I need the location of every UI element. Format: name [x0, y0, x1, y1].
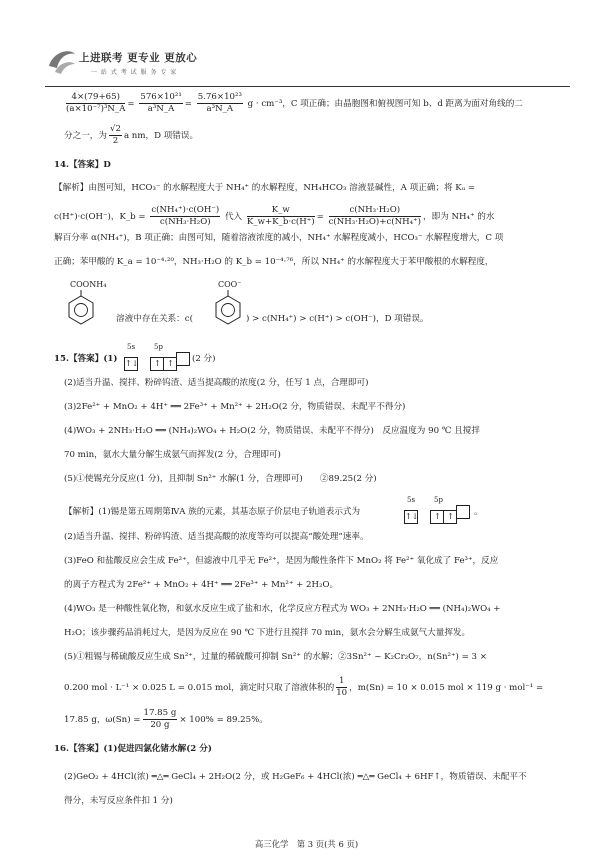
orbital-box: ↑↓ [404, 510, 418, 524]
text-span: g · cm⁻³，C 项正确；由晶胞图和俯视图可知 b、d 距离为面对角线的二 [247, 99, 523, 109]
text-line: (2)适当升温、搅拌、粉碎钨渣、适当提高酸的浓度(2 分，任写 1 点，合理即可) [64, 378, 369, 388]
fraction [336, 676, 347, 699]
fraction [197, 92, 243, 115]
structure-label: COO⁻ [218, 280, 242, 289]
orbital-box [176, 352, 190, 366]
text-line: c(H⁺)·c(OH⁻)，K_b = $\frac{\text{c(NH₄⁺)·c(OH⁻)}}{\text{c(NH₃·H₂O)}}$ 代入 $\frac{K\_w}{K\_w+K\_b\cdot c(H^+)}$ = $\frac{\text{c(NH₃·H₂O)}}{\text{c(NH₃·H₂O)+c(NH₄⁺)}}$ ，即为 NH₄⁺ 的水 [54, 205, 495, 227]
text-span: × 100% = 89.25%。 [179, 715, 268, 725]
text-span: 溶液中存在关系：c( [116, 314, 193, 324]
fraction-numerator: c(NH₃·H₂O) [329, 205, 421, 217]
fraction-denominator: (a×10⁻⁷)³N_A [66, 104, 126, 114]
text-span: 17.85 g，ω(Sn) = [64, 715, 141, 725]
fraction-denominator: 20 g [150, 720, 170, 730]
orbital-box: ↑ [430, 510, 444, 524]
text-span: 分之一，为 [64, 131, 107, 141]
text-line: (5)①使锡充分反应(1 分)，且抑制 Sn²⁺ 水解(1 分，合理即可) ②89.25(2 分) [64, 474, 377, 484]
fraction-numerator: 1 [336, 676, 347, 688]
text-line: 【解析】(1)锡是第五周期第ⅣA 族的元素，其基态原子价层电子轨道表示式为 [64, 507, 361, 517]
fraction-numerator: 576×10²¹ [140, 92, 182, 102]
text-line: (4)WO₃ + 2NH₃·H₂O ══ (NH₄)₂WO₄ + H₂O(2 分，物质错误、未配平不得分) 反应温度为 90 ℃ 且搅拌 [64, 426, 480, 436]
fraction-numerator: 4×(79+65) [66, 92, 125, 104]
text-line: (2 分) [192, 354, 216, 364]
fraction [109, 124, 122, 147]
answer-heading: 16.【答案】(1)促进四氯化锗水解(2 分) [54, 744, 212, 754]
fraction-denominator: a³N_A [147, 104, 175, 114]
text-line: (2)适当升温、搅拌、粉碎钨渣、适当提高酸的浓度等均可以提高“酸处理”速率。 [64, 532, 369, 542]
text-line: (5)①粗锡与稀硫酸反应生成 Sn²⁺，过量的稀硫酸可抑制 Sn²⁺ 的水解；②3Sn²⁺ ~ K₂Cr₂O₇，n(Sn²⁺) = 3 × [64, 652, 487, 662]
text-line: 【解析】由图可知，HCO₃⁻ 的水解程度大于 NH₄⁺ 的水解程度，NH₄HCO₃ 溶液显碱性，A 项正确；将 Kᵤ = [54, 183, 476, 193]
orbital-label: 5p [434, 496, 443, 504]
text-line: 正确；苯甲酸的 K_a = 10⁻⁴·²⁰，NH₃·H₂O 的 K_b = 10⁻⁴·⁷⁶，所以 NH₄⁺ 的水解程度大于苯甲酸根的水解程度， [54, 257, 494, 267]
structure-label: COONH₄ [70, 280, 107, 289]
fraction [66, 92, 125, 115]
fraction-denominator: a³N_A [206, 104, 234, 114]
fraction [329, 205, 421, 228]
fraction-denominator: 2 [112, 136, 119, 146]
text-line: 的离子方程式为 2Fe²⁺ + MnO₂ + 4H⁺ ══ 2Fe³⁺ + Mn²⁺ + 2H₂O。 [64, 580, 339, 590]
text-span: ，即为 NH₄⁺ 的水 [423, 212, 495, 222]
text-line: H₂O；该步骤药品消耗过大，是因为反应在 90 ℃ 下进行且搅拌 70 min，氨水会分解生成氨气大量挥发。 [64, 628, 471, 638]
orbital-box: ↑ [443, 510, 457, 524]
fraction [143, 708, 178, 731]
text-span: 0.200 mol · L⁻¹ × 0.025 L = 0.015 mol，滴定时只取了溶液体积的 [64, 683, 335, 693]
orbital-box: ↑ [150, 357, 164, 371]
fraction-numerator: √2 [109, 124, 121, 134]
brand-name: 上进联考 更专业 更放心 [79, 52, 198, 64]
brand-logo [45, 44, 235, 84]
text-span: a nm，D 项错误。 [123, 131, 199, 141]
orbital-label: 5p [154, 343, 163, 351]
orbital-diagram [124, 343, 189, 371]
text-line: (3)FeO 和盐酸反应会生成 Fe²⁺，但滤液中几乎无 Fe²⁺，是因为酸性条件下 MnO₂ 将 Fe²⁺ 氧化成了 Fe³⁺，反应 [64, 556, 499, 566]
fraction [247, 205, 315, 228]
orbital-diagram [404, 496, 469, 524]
text-span: ，m(Sn) = 10 × 0.015 mol × 119 g · mol⁻¹ = [349, 683, 544, 693]
text-span: 代入 [224, 212, 243, 222]
fraction-numerator: c(NH₄⁺)·c(OH⁻) [151, 205, 220, 215]
brand-slogan: 一 站 式 考 试 服 务 专 家 [91, 69, 178, 76]
text-line [64, 708, 268, 731]
fraction-denominator: c(NH₃·H₂O)+c(NH₄⁺) [328, 217, 422, 227]
orbital-label: 5s [127, 343, 136, 351]
orbital-box [456, 505, 470, 519]
header-divider [45, 86, 570, 87]
text-line: 。 [474, 507, 483, 517]
text-line: 得分，未写反应条件扣 1 分) [64, 796, 173, 806]
orbital-label: 5s [407, 496, 416, 504]
fraction [139, 92, 182, 115]
text-line: (4)WO₃ 是一种酸性氧化物，和氨水反应生成了盐和水，化学反应方程式为 WO₃ + 2NH₃·H₂O ══ (NH₄)₂WO₄ + [64, 604, 501, 614]
text-line: (3)2Fe²⁺ + MnO₂ + 4H⁺ ══ 2Fe³⁺ + Mn²⁺ + 2H₂O(2 分，物质错误、未配平不得分) [64, 402, 406, 412]
fraction-numerator: K_w [247, 205, 315, 217]
text-line: 70 min，氨水大量分解生成氨气而挥发(2 分，合理即可) [64, 450, 281, 460]
fraction-numerator: 5.76×10²³ [197, 92, 242, 102]
text-span: c(H⁺)·c(OH⁻)，K_b = [54, 212, 146, 222]
orbital-box: ↑↓ [124, 357, 138, 371]
text-line: ) > c(NH₄⁺) > c(H⁺) > c(OH⁻)，D 项错误。 [246, 314, 429, 324]
fraction-denominator: K_w+K_b·c(H⁺) [246, 217, 315, 227]
brand-mark-icon [45, 44, 79, 78]
fraction-denominator: c(NH₃·H₂O) [159, 217, 211, 227]
text-line: 解百分率 α(NH₄⁺)，B 项正确；由图可知，随着溶液浓度的减小，NH₄⁺ 水解程度减小，HCO₃⁻ 水解程度增大，C 项 [54, 233, 504, 243]
answer-heading: 14.【答案】D [54, 160, 111, 170]
text-line [64, 676, 543, 699]
text-line: $\frac{4\times(79+65)}{\text{(a×10⁻⁷)³N\_A}}$ = $\frac{\text{576×10²¹}}{\text{a³N\_A}}$ = $\frac{\text{5.76×10²³}}{\text{a³N\_A}}$ g · cm⁻³，C 项正确；由晶胞图和俯视图可知 b、d 距离为面对角线的二 [66, 92, 523, 114]
benzene-ring-icon [66, 290, 96, 326]
benzene-ring-icon [213, 290, 243, 326]
answer-heading: 15.【答案】(1) [54, 354, 118, 364]
fraction-numerator: 17.85 g [143, 708, 177, 718]
text-line [116, 312, 193, 326]
text-line: (2)GeO₂ + 4HCl(浓) ═△═ GeCl₄ + 2H₂O(2 分，或 H₂GeF₆ + 4HCl(浓) ═△═ GeCl₄ + 6HF↑，物质错误、未配平不 [64, 772, 527, 782]
text-line [64, 124, 198, 147]
fraction-denominator: 10 [336, 688, 348, 698]
orbital-box: ↑ [163, 357, 177, 371]
page-footer: 高三化学 第 3 页(共 6 页) [254, 839, 359, 849]
fraction [150, 205, 220, 228]
